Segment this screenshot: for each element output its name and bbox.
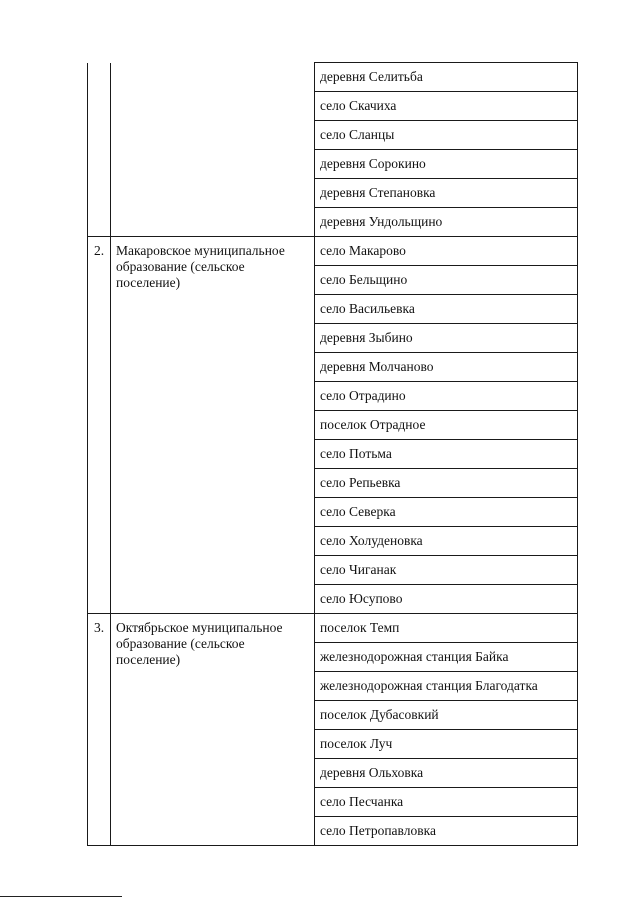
settlement-cell: железнодорожная станция Байка <box>315 643 578 672</box>
settlement-cell: село Юсупово <box>315 585 578 614</box>
settlement-cell: село Макарово <box>315 237 578 266</box>
row-number-cell: 3. <box>88 614 111 846</box>
settlement-cell: деревня Селитьба <box>315 63 578 92</box>
settlement-cell: деревня Ундольщино <box>315 208 578 237</box>
settlement-cell: село Сланцы <box>315 121 578 150</box>
settlement-cell: село Петропавловка <box>315 817 578 846</box>
settlements-table-body <box>88 63 578 846</box>
municipality-name-cell <box>111 63 315 237</box>
settlement-cell: село Холуденовка <box>315 527 578 556</box>
municipality-name-cell: Октябрьское муниципальное образование (сельское поселение) <box>111 614 315 846</box>
footnote-separator <box>0 896 122 897</box>
settlement-cell: село Песчанка <box>315 788 578 817</box>
settlement-cell: деревня Зыбино <box>315 324 578 353</box>
settlement-cell: село Отрадино <box>315 382 578 411</box>
settlement-cell: поселок Луч <box>315 730 578 759</box>
settlement-cell: деревня Сорокино <box>315 150 578 179</box>
table-row <box>88 237 578 266</box>
settlements-table <box>87 62 578 846</box>
row-number-cell: 2. <box>88 237 111 614</box>
settlement-cell: поселок Отрадное <box>315 411 578 440</box>
municipality-name-cell: Макаровское муниципальное образование (сельское поселение) <box>111 237 315 614</box>
table-row <box>88 63 578 92</box>
settlement-cell: село Репьевка <box>315 469 578 498</box>
settlement-cell: поселок Темп <box>315 614 578 643</box>
table-row <box>88 614 578 643</box>
row-number-cell <box>88 63 111 237</box>
settlement-cell: село Васильевка <box>315 295 578 324</box>
settlement-cell: деревня Ольховка <box>315 759 578 788</box>
settlement-cell: железнодорожная станция Благодатка <box>315 672 578 701</box>
settlement-cell: село Чиганак <box>315 556 578 585</box>
settlement-cell: деревня Молчаново <box>315 353 578 382</box>
settlement-cell: село Бельщино <box>315 266 578 295</box>
settlement-cell: деревня Степановка <box>315 179 578 208</box>
settlement-cell: поселок Дубасовкий <box>315 701 578 730</box>
settlements-table-container <box>87 62 577 846</box>
settlement-cell: село Скачиха <box>315 92 578 121</box>
settlement-cell: село Потьма <box>315 440 578 469</box>
settlement-cell: село Северка <box>315 498 578 527</box>
